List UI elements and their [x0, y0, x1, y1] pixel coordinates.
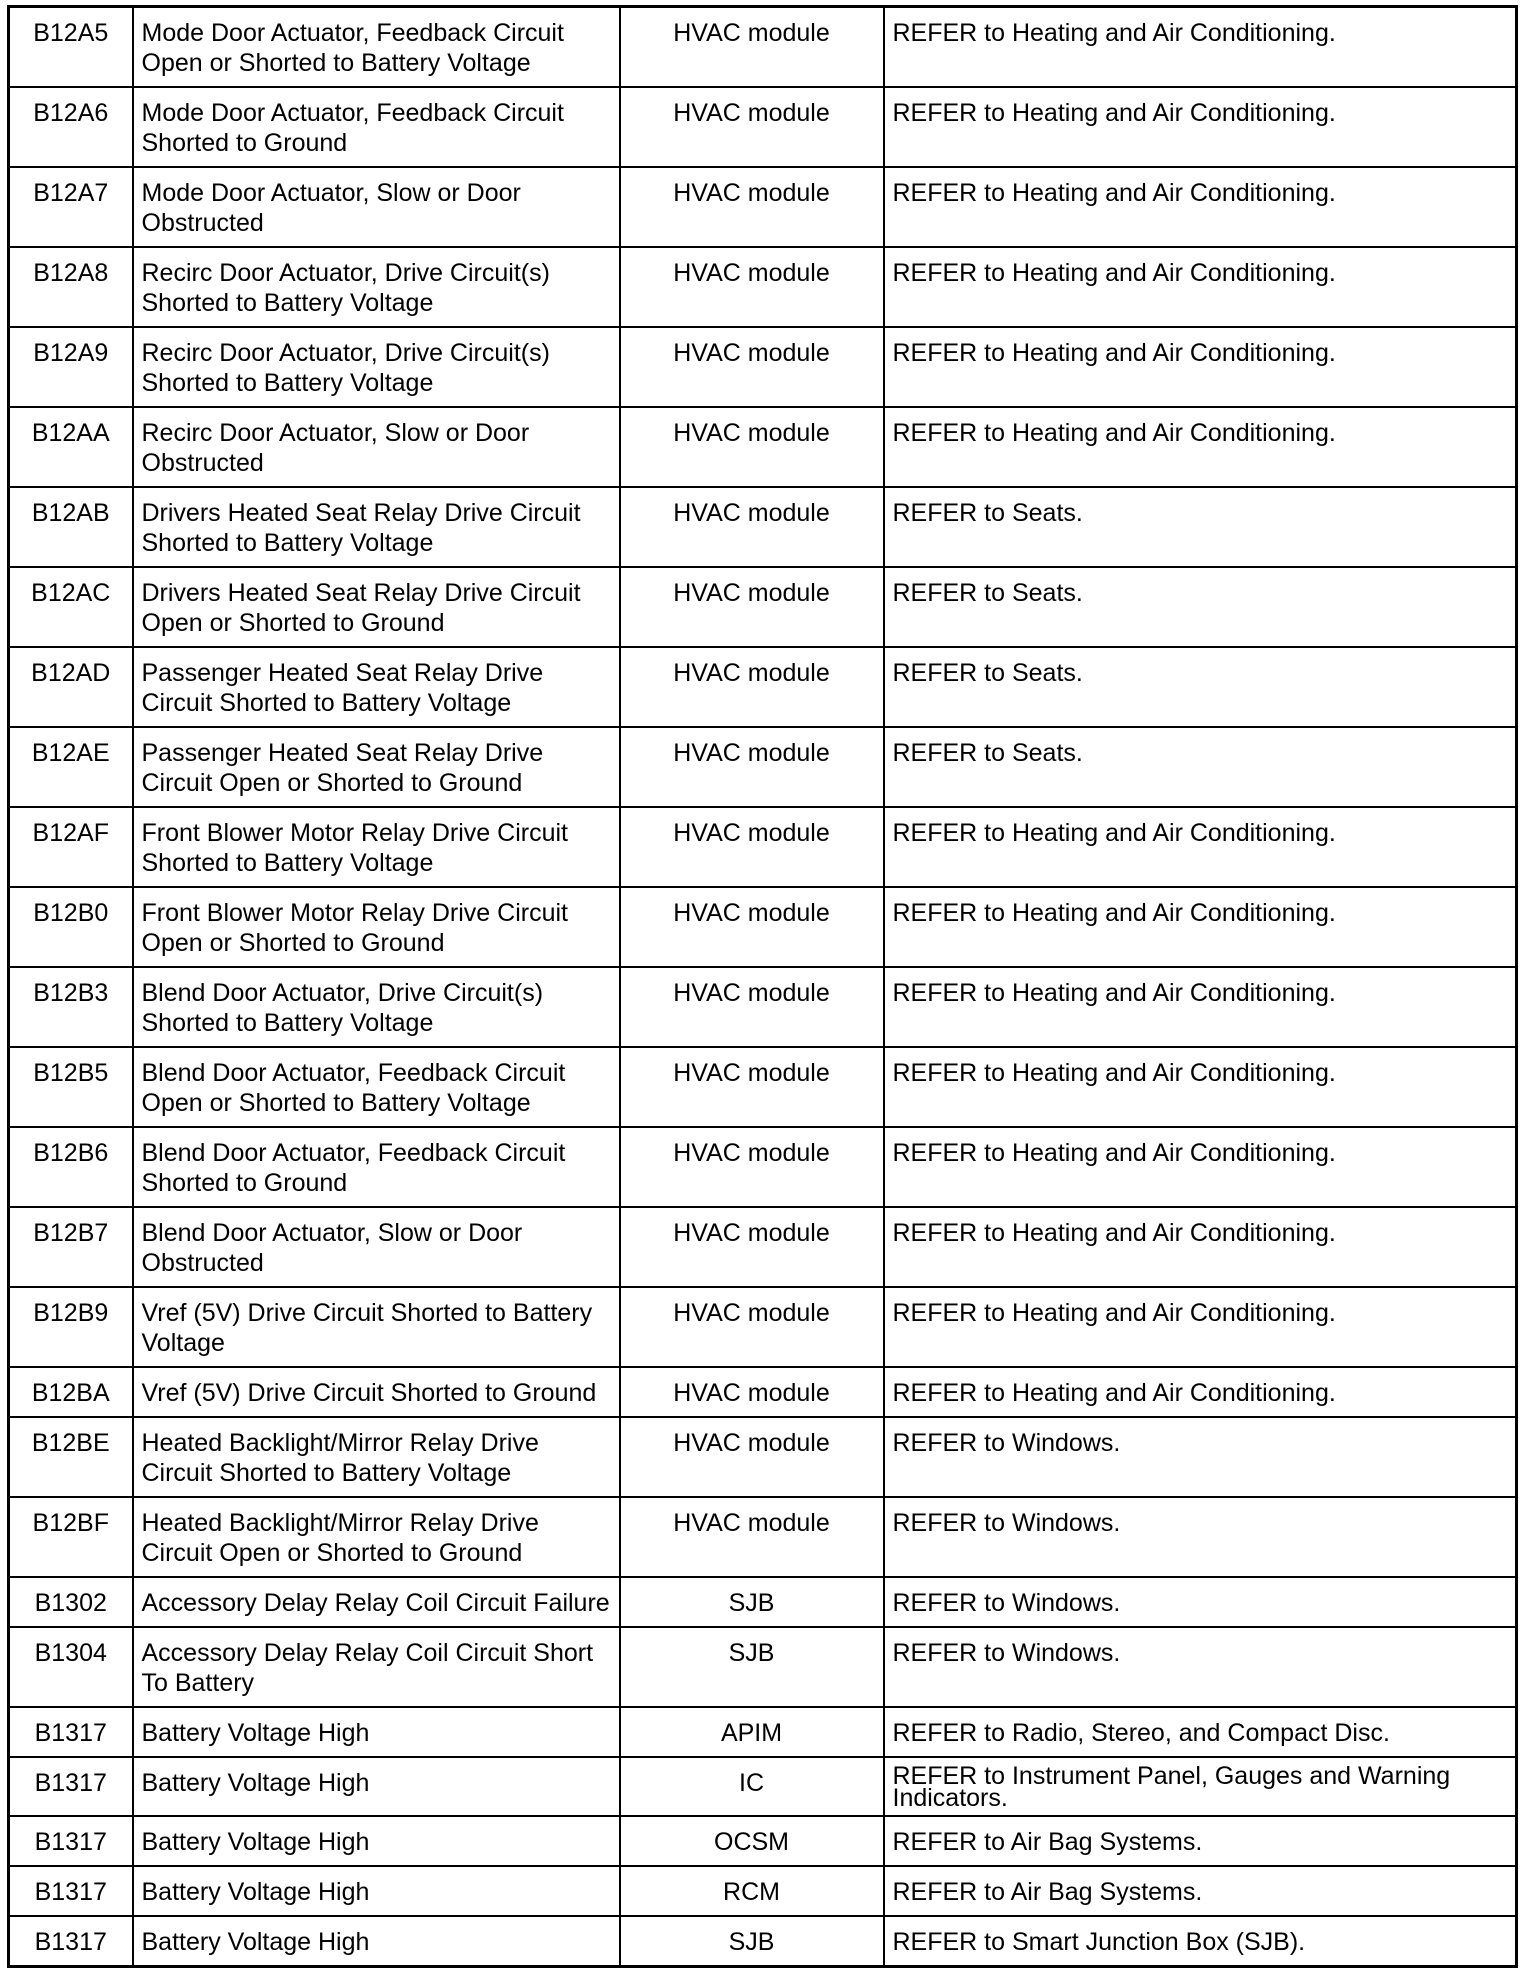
dtc-description-cell: Front Blower Motor Relay Drive Circuit Shorted to Battery Voltage	[133, 807, 620, 887]
module-cell: IC	[620, 1757, 884, 1816]
module-cell: HVAC module	[620, 407, 884, 487]
table-row	[9, 1577, 1517, 1627]
dtc-description-cell: Front Blower Motor Relay Drive Circuit Open or Shorted to Ground	[133, 887, 620, 967]
module-cell: HVAC module	[620, 1207, 884, 1287]
dtc-code-cell: B12A9	[9, 327, 133, 407]
dtc-code-cell: B1317	[9, 1916, 133, 1967]
action-cell: REFER to Heating and Air Conditioning.	[884, 1287, 1517, 1367]
dtc-code-cell: B12BE	[9, 1417, 133, 1497]
table-row	[9, 87, 1517, 167]
dtc-code-cell: B12B7	[9, 1207, 133, 1287]
module-cell: HVAC module	[620, 327, 884, 407]
dtc-code-cell: B1317	[9, 1816, 133, 1866]
table-row	[9, 1757, 1517, 1816]
dtc-code-cell: B12A7	[9, 167, 133, 247]
table-row	[9, 647, 1517, 727]
dtc-description-cell: Heated Backlight/Mirror Relay Drive Circuit Open or Shorted to Ground	[133, 1497, 620, 1577]
dtc-description-cell: Battery Voltage High	[133, 1866, 620, 1916]
table-row	[9, 1417, 1517, 1497]
dtc-description-cell: Blend Door Actuator, Slow or Door Obstructed	[133, 1207, 620, 1287]
module-cell: HVAC module	[620, 247, 884, 327]
module-cell: HVAC module	[620, 1047, 884, 1127]
table-row	[9, 1497, 1517, 1577]
module-cell: HVAC module	[620, 1367, 884, 1417]
dtc-description-cell: Battery Voltage High	[133, 1757, 620, 1816]
action-cell: REFER to Heating and Air Conditioning.	[884, 1047, 1517, 1127]
dtc-code-cell: B12A5	[9, 7, 133, 88]
dtc-code-cell: B12A6	[9, 87, 133, 167]
dtc-description-cell: Blend Door Actuator, Feedback Circuit Shorted to Ground	[133, 1127, 620, 1207]
dtc-description-cell: Mode Door Actuator, Feedback Circuit Shorted to Ground	[133, 87, 620, 167]
module-cell: HVAC module	[620, 807, 884, 887]
table-row	[9, 1047, 1517, 1127]
action-cell: REFER to Heating and Air Conditioning.	[884, 1207, 1517, 1287]
dtc-description-cell: Passenger Heated Seat Relay Drive Circuit Open or Shorted to Ground	[133, 727, 620, 807]
module-cell: SJB	[620, 1916, 884, 1967]
action-cell: REFER to Heating and Air Conditioning.	[884, 7, 1517, 88]
action-cell: REFER to Heating and Air Conditioning.	[884, 1367, 1517, 1417]
action-cell: REFER to Radio, Stereo, and Compact Disc.	[884, 1707, 1517, 1757]
dtc-code-cell: B12B3	[9, 967, 133, 1047]
table-row	[9, 887, 1517, 967]
dtc-description-cell: Drivers Heated Seat Relay Drive Circuit Shorted to Battery Voltage	[133, 487, 620, 567]
table-row	[9, 1367, 1517, 1417]
dtc-code-cell: B12AC	[9, 567, 133, 647]
dtc-table-body	[9, 7, 1517, 1967]
dtc-description-cell: Accessory Delay Relay Coil Circuit Short To Battery	[133, 1627, 620, 1707]
module-cell: HVAC module	[620, 167, 884, 247]
dtc-description-cell: Blend Door Actuator, Drive Circuit(s) Shorted to Battery Voltage	[133, 967, 620, 1047]
table-row	[9, 967, 1517, 1047]
action-cell: REFER to Heating and Air Conditioning.	[884, 1127, 1517, 1207]
table-row	[9, 247, 1517, 327]
dtc-code-cell: B1317	[9, 1866, 133, 1916]
module-cell: SJB	[620, 1627, 884, 1707]
table-row	[9, 7, 1517, 88]
dtc-description-cell: Passenger Heated Seat Relay Drive Circuit Shorted to Battery Voltage	[133, 647, 620, 727]
module-cell: APIM	[620, 1707, 884, 1757]
module-cell: HVAC module	[620, 1287, 884, 1367]
table-row	[9, 567, 1517, 647]
dtc-code-cell: B12B5	[9, 1047, 133, 1127]
dtc-code-cell: B1302	[9, 1577, 133, 1627]
module-cell: SJB	[620, 1577, 884, 1627]
action-cell: REFER to Heating and Air Conditioning.	[884, 967, 1517, 1047]
module-cell: HVAC module	[620, 487, 884, 567]
dtc-description-cell: Mode Door Actuator, Slow or Door Obstructed	[133, 167, 620, 247]
dtc-code-cell: B12B9	[9, 1287, 133, 1367]
dtc-description-cell: Heated Backlight/Mirror Relay Drive Circuit Shorted to Battery Voltage	[133, 1417, 620, 1497]
dtc-description-cell: Vref (5V) Drive Circuit Shorted to Ground	[133, 1367, 620, 1417]
action-cell: REFER to Air Bag Systems.	[884, 1816, 1517, 1866]
module-cell: HVAC module	[620, 87, 884, 167]
dtc-code-cell: B12AD	[9, 647, 133, 727]
dtc-code-cell: B12AB	[9, 487, 133, 567]
action-cell: REFER to Windows.	[884, 1417, 1517, 1497]
dtc-description-cell: Mode Door Actuator, Feedback Circuit Open or Shorted to Battery Voltage	[133, 7, 620, 88]
dtc-table-page	[7, 5, 1515, 1968]
table-row	[9, 727, 1517, 807]
action-cell: REFER to Windows.	[884, 1627, 1517, 1707]
table-row	[9, 1627, 1517, 1707]
dtc-code-cell: B12B0	[9, 887, 133, 967]
table-row	[9, 1816, 1517, 1866]
action-cell: REFER to Seats.	[884, 567, 1517, 647]
table-row	[9, 1707, 1517, 1757]
table-row	[9, 807, 1517, 887]
action-cell: REFER to Windows.	[884, 1497, 1517, 1577]
dtc-code-cell: B12AA	[9, 407, 133, 487]
dtc-code-cell: B1304	[9, 1627, 133, 1707]
table-row	[9, 327, 1517, 407]
dtc-description-cell: Accessory Delay Relay Coil Circuit Failure	[133, 1577, 620, 1627]
dtc-code-cell: B12B6	[9, 1127, 133, 1207]
table-row	[9, 167, 1517, 247]
action-cell: REFER to Smart Junction Box (SJB).	[884, 1916, 1517, 1967]
module-cell: HVAC module	[620, 1417, 884, 1497]
module-cell: RCM	[620, 1866, 884, 1916]
module-cell: HVAC module	[620, 887, 884, 967]
module-cell: HVAC module	[620, 1497, 884, 1577]
action-cell: REFER to Heating and Air Conditioning.	[884, 167, 1517, 247]
table-row	[9, 1916, 1517, 1967]
table-row	[9, 1127, 1517, 1207]
module-cell: HVAC module	[620, 1127, 884, 1207]
dtc-description-cell: Recirc Door Actuator, Drive Circuit(s) Shorted to Battery Voltage	[133, 327, 620, 407]
dtc-description-cell: Drivers Heated Seat Relay Drive Circuit Open or Shorted to Ground	[133, 567, 620, 647]
module-cell: HVAC module	[620, 7, 884, 88]
dtc-code-cell: B1317	[9, 1757, 133, 1816]
module-cell: HVAC module	[620, 567, 884, 647]
action-cell: REFER to Air Bag Systems.	[884, 1866, 1517, 1916]
module-cell: HVAC module	[620, 727, 884, 807]
dtc-code-cell: B12AF	[9, 807, 133, 887]
table-row	[9, 1866, 1517, 1916]
action-cell: REFER to Seats.	[884, 487, 1517, 567]
action-cell: REFER to Seats.	[884, 647, 1517, 727]
table-row	[9, 487, 1517, 567]
dtc-code-cell: B1317	[9, 1707, 133, 1757]
table-row	[9, 1287, 1517, 1367]
action-cell: REFER to Heating and Air Conditioning.	[884, 87, 1517, 167]
action-cell: REFER to Heating and Air Conditioning.	[884, 407, 1517, 487]
action-cell: REFER to Heating and Air Conditioning.	[884, 807, 1517, 887]
dtc-description-cell: Recirc Door Actuator, Slow or Door Obstructed	[133, 407, 620, 487]
dtc-code-cell: B12A8	[9, 247, 133, 327]
action-cell: REFER to Heating and Air Conditioning.	[884, 247, 1517, 327]
dtc-description-cell: Battery Voltage High	[133, 1916, 620, 1967]
table-row	[9, 407, 1517, 487]
dtc-description-cell: Battery Voltage High	[133, 1816, 620, 1866]
module-cell: HVAC module	[620, 967, 884, 1047]
action-cell: REFER to Heating and Air Conditioning.	[884, 327, 1517, 407]
module-cell: HVAC module	[620, 647, 884, 727]
dtc-code-cell: B12AE	[9, 727, 133, 807]
module-cell: OCSM	[620, 1816, 884, 1866]
action-cell: REFER to Instrument Panel, Gauges and Warning Indicators.	[884, 1757, 1517, 1816]
dtc-code-cell: B12BA	[9, 1367, 133, 1417]
dtc-description-cell: Recirc Door Actuator, Drive Circuit(s) Shorted to Battery Voltage	[133, 247, 620, 327]
action-cell: REFER to Windows.	[884, 1577, 1517, 1627]
action-cell: REFER to Seats.	[884, 727, 1517, 807]
dtc-table	[7, 5, 1518, 1968]
table-row	[9, 1207, 1517, 1287]
action-cell: REFER to Heating and Air Conditioning.	[884, 887, 1517, 967]
dtc-code-cell: B12BF	[9, 1497, 133, 1577]
dtc-description-cell: Vref (5V) Drive Circuit Shorted to Battery Voltage	[133, 1287, 620, 1367]
dtc-description-cell: Battery Voltage High	[133, 1707, 620, 1757]
dtc-description-cell: Blend Door Actuator, Feedback Circuit Open or Shorted to Battery Voltage	[133, 1047, 620, 1127]
